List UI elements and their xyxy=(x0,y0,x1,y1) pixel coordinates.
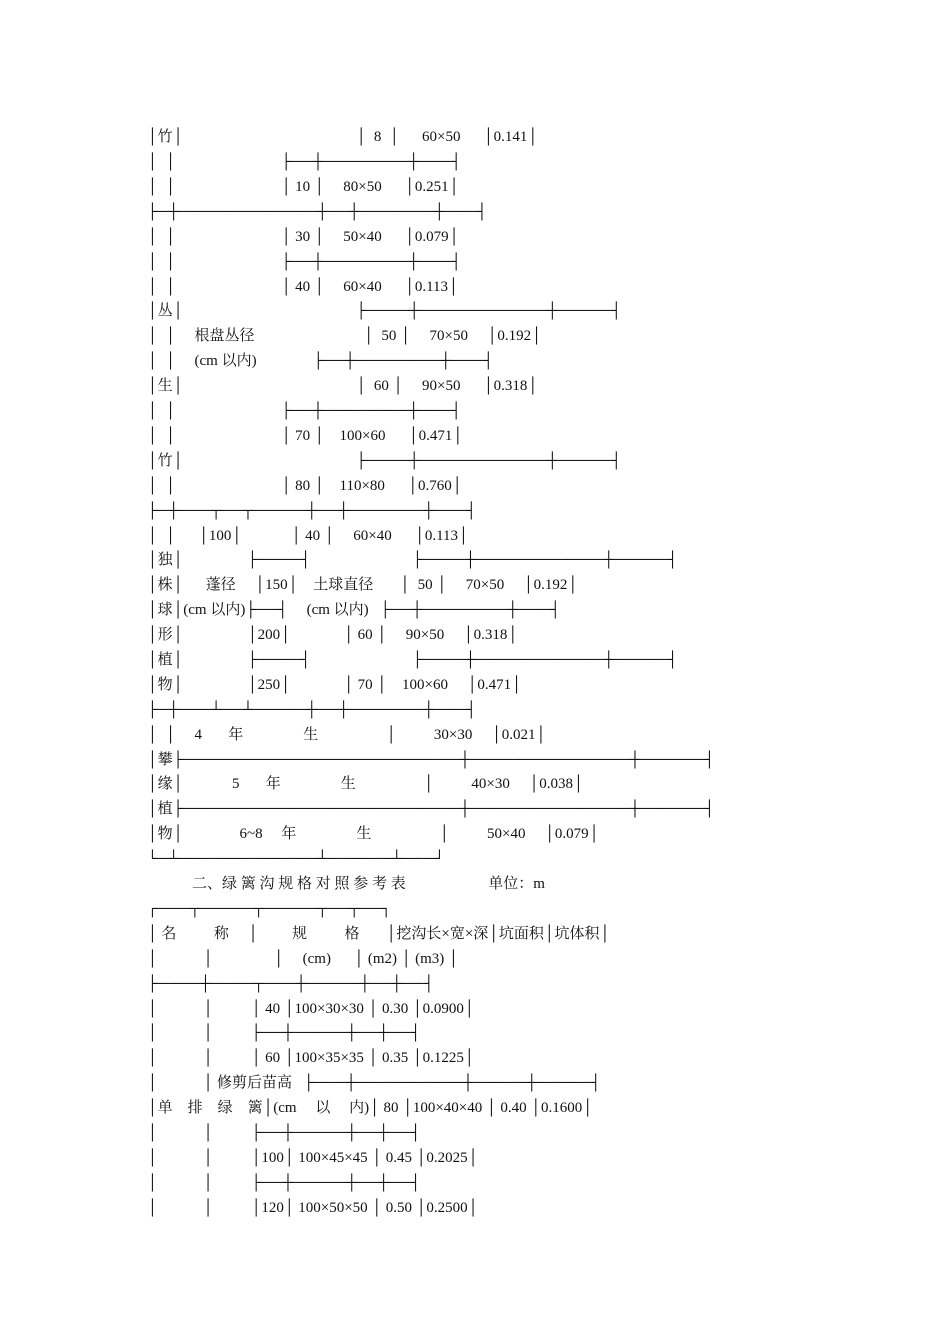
text-line: │ │ ├──┼─────┼──┼──┤ xyxy=(147,1025,421,1041)
text-line: │ │ │ 10 │ 80×50 │0.251│ xyxy=(147,179,460,195)
text-line: └─┴─────────────┴──────┴───┘ xyxy=(147,851,445,867)
text-line: │物│ 6~8 年 生 │ 50×40 │0.079│ xyxy=(147,826,600,842)
text-line: │物│ │250│ │ 70 │ 100×60 │0.471│ xyxy=(147,677,522,693)
text-line: ├─┼─────────────┼──┼───────┼───┤ xyxy=(147,204,488,220)
text-line: ├────┼────┬───┼─────┼──┼──┤ xyxy=(147,976,434,992)
text-line: │ │ │100│ 100×45×45 │ 0.45 │0.2025│ xyxy=(147,1150,479,1166)
text-line: │ │ │100│ │ 40 │ 60×40 │0.113│ xyxy=(147,528,469,544)
text-line: ├─┼───┴──┴─────┼──┼───────┼───┤ xyxy=(147,702,477,718)
text-line: │ │ 修剪后苗高 ├───┼──────────┼─────┼─────┤ xyxy=(147,1075,601,1091)
text-line: │独│ ├────┤ ├────┼────────────┼─────┤ xyxy=(147,552,678,568)
text-line: │ │ │ 80 │ 110×80 │0.760│ xyxy=(147,478,463,494)
text-line: │丛│ ├────┼────────────┼─────┤ xyxy=(147,303,622,319)
text-line: │ │ │ (cm) │ (m2) │ (m3) │ xyxy=(147,951,459,967)
text-line: │缘│ 5 年 生 │ 40×30 │0.038│ xyxy=(147,776,584,792)
text-line: │ │ │ 30 │ 50×40 │0.079│ xyxy=(147,229,460,245)
text-line: │ │ │ 40 │ 60×40 │0.113│ xyxy=(147,279,459,295)
text-line: │植├──────────────────────────┼───────────────┼──────┤ xyxy=(147,801,715,817)
text-line: │攀├──────────────────────────┼───────────────┼──────┤ xyxy=(147,752,715,768)
text-line: │单 排 绿 篱│(cm 以 内)│ 80 │100×40×40 │ 0.40 │0.1600│ xyxy=(147,1100,593,1116)
text-line: │ │ ├──┼────────┼───┤ xyxy=(147,154,462,170)
section-title: 二、绿 篱 沟 规 格 对 照 参 考 表 单位：m xyxy=(147,876,545,892)
text-line: │ │ │ 60 │100×35×35 │ 0.35 │0.1225│ xyxy=(147,1050,475,1066)
text-line: │植│ ├────┤ ├────┼────────────┼─────┤ xyxy=(147,652,678,668)
text-line: │ │ ├──┼────────┼───┤ xyxy=(147,254,462,270)
text-line: │ │ │ 40 │100×30×30 │ 0.30 │0.0900│ xyxy=(147,1001,475,1017)
text-line: │ │ (cm 以内) ├──┼────────┼───┤ xyxy=(147,353,494,369)
text-line: │ 名 称 │ 规 格 │挖沟长×宽×深│坑面积│坑体积│ xyxy=(147,926,611,942)
text-line: │形│ │200│ │ 60 │ 90×50 │0.318│ xyxy=(147,627,518,643)
text-line: │ │ │ 70 │ 100×60 │0.471│ xyxy=(147,428,463,444)
text-line: │株│ 蓬径 │150│ 土球直径 │ 50 │ 70×50 │0.192│ xyxy=(147,577,578,593)
text-line: ┌───┬─────┬─────┬──┬──┐ xyxy=(147,901,392,917)
text-line: │ │ │120│ 100×50×50 │ 0.50 │0.2500│ xyxy=(147,1200,479,1216)
text-line: │球│(cm 以内)├──┤ (cm 以内) ├──┼────────┼───┤ xyxy=(147,602,561,618)
text-line: │ │ ├──┼─────┼──┼──┤ xyxy=(147,1125,421,1141)
text-line: │ │ ├──┼─────┼──┼──┤ xyxy=(147,1175,421,1191)
text-line: │ │ 根盘丛径 │ 50 │ 70×50 │0.192│ xyxy=(147,328,542,344)
text-line: │生│ │ 60 │ 90×50 │0.318│ xyxy=(147,378,538,394)
text-line: │竹│ ├────┼────────────┼─────┤ xyxy=(147,453,622,469)
text-line: │ │ ├──┼────────┼───┤ xyxy=(147,403,462,419)
text-line: │竹│ │ 8 │ 60×50 │0.141│ xyxy=(147,129,538,145)
text-line: ├─┼───┬──┬─────┼──┼───────┼───┤ xyxy=(147,503,477,519)
text-line: │ │ 4 年 生 │ 30×30 │0.021│ xyxy=(147,727,547,743)
